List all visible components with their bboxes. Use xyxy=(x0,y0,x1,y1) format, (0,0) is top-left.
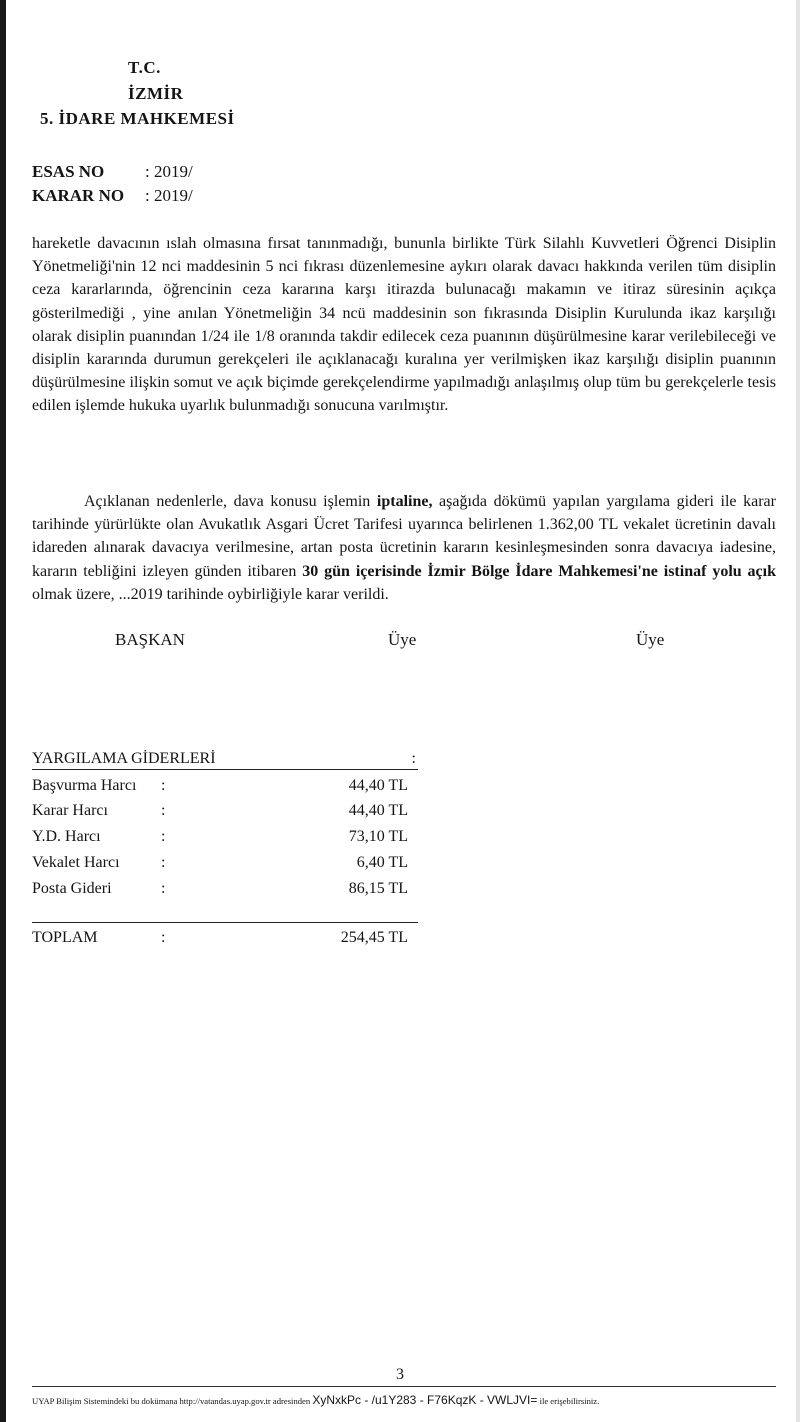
expense-label: Karar Harcı xyxy=(32,802,108,819)
footer-prefix: UYAP Bilişim Sistemindeki bu dokümana http://vatandas.uyap.gov.tr adresinden xyxy=(32,1396,311,1406)
ruling-appeal-notice: 30 gün içerisinde İzmir Bölge İdare Mahkemesi'ne istinaf yolu açık xyxy=(302,562,776,580)
court-name: 5. İDARE MAHKEMESİ xyxy=(40,109,235,128)
karar-no-value: : 2019/ xyxy=(145,186,193,205)
footer-verification xyxy=(32,1393,782,1407)
expense-colon: : xyxy=(161,854,166,871)
total-amount: 254,45 TL xyxy=(340,929,408,946)
expense-colon: : xyxy=(161,777,166,794)
expenses-title xyxy=(32,750,418,770)
total-row xyxy=(32,929,418,951)
expense-label: Posta Gideri xyxy=(32,880,112,897)
ruling-text-2: aşağıda dökümü yapılan yargılama gideri ile karar tarihinde yürürlükte olan Avukatlık Asgari Ücret Tarifesi uyarınca belirlenen 1.362,00 TL vekalet ücretinin davalı idareden alınarak davacıya verilmesine, artan posta ücretinin kararın kesinleşmesinden sonra davacıya iadesine, kararın tebliğini izleyen günden itibaren xyxy=(32,493,776,580)
expenses-title-text: YARGILAMA GİDERLERİ xyxy=(32,750,216,767)
expense-colon: : xyxy=(161,880,166,897)
court-country: T.C. xyxy=(128,58,161,77)
ruling-paragraph xyxy=(32,490,776,606)
reasoning-paragraph: hareketle davacının ıslah olmasına fırsat tanınmadığı, bununla birlikte Türk Silahlı Kuvvetleri Öğrenci Disiplin Yönetmeliği'nin 12 nci maddesinin 5 nci fıkrası düzenlemesine aykırı olarak davacı hakkında verilen tüm disiplin ceza kararlarında, öğrencinin ceza kararına karşı itirazda bulunacağı makamın ve itiraz süresinin açıkça gösterilmediği , yine anılan Yönetmeliğin 34 ncü maddesinin son fıkrasında Disiplin Kurulunda ikaz karşılığı olarak disiplin puanından 1/24 ile 1/8 oranında takdir edilecek ceza puanının düşürülmesine karar verilebileceği ve disiplin kararında durumun gerekçeleri ile açıklanacağı kuralına yer verilmişken ikaz karşılığı disiplin puanının düşürülmesine ilişkin somut ve açık biçimde gerekçelendirme yapılmadığı anlaşılmış olup tüm bu gerekçelerle tesis edilen işlemde hukuka uyarlık bulunmadığı sonucuna varılmıştır. xyxy=(32,235,776,415)
expense-row xyxy=(32,802,418,824)
footer-access-code: XyNxkPc - /u1Y283 - F76KqzK - VWLJVI= xyxy=(312,1393,538,1407)
expense-label: Y.D. Harcı xyxy=(32,828,101,845)
expense-row xyxy=(32,854,418,876)
total-colon: : xyxy=(161,929,166,946)
expense-colon: : xyxy=(161,828,166,845)
expense-row xyxy=(32,880,418,902)
expense-row xyxy=(32,828,418,850)
expense-amount: 86,15 TL xyxy=(348,880,408,897)
esas-no xyxy=(32,162,193,182)
expense-amount: 6,40 TL xyxy=(356,854,408,871)
karar-no-label: KARAR NO xyxy=(32,186,125,205)
signature-president: BAŞKAN xyxy=(115,630,185,649)
karar-no xyxy=(32,186,193,206)
expense-amount: 44,40 TL xyxy=(348,802,408,819)
signature-member-1: Üye xyxy=(388,630,417,649)
footer-suffix: ile erişebilirsiniz. xyxy=(539,1396,600,1406)
expense-row xyxy=(32,777,418,799)
signature-member-2: Üye xyxy=(636,630,665,649)
court-city: İZMİR xyxy=(128,84,184,103)
expense-label: Vekalet Harcı xyxy=(32,854,120,871)
ruling-annulment: iptaline, xyxy=(376,493,433,510)
page-number: 3 xyxy=(396,1366,404,1383)
right-page-edge xyxy=(796,0,800,1422)
expenses-title-colon: : xyxy=(411,750,416,767)
expense-amount: 73,10 TL xyxy=(348,828,408,845)
total-divider xyxy=(32,922,418,923)
ruling-text-1: Açıklanan nedenlerle, dava konusu işlemin xyxy=(84,493,377,510)
expense-label: Başvurma Harcı xyxy=(32,777,137,794)
expense-amount: 44,40 TL xyxy=(348,777,408,794)
expense-colon: : xyxy=(161,802,166,819)
total-label: TOPLAM xyxy=(32,929,98,946)
left-page-edge xyxy=(0,0,6,1422)
footer-divider xyxy=(32,1386,776,1387)
esas-no-value: : 2019/ xyxy=(145,162,193,181)
ruling-text-3: olmak üzere, ...2019 tarihinde oybirliğiyle karar verildi. xyxy=(32,585,389,603)
esas-no-label: ESAS NO xyxy=(32,162,105,181)
